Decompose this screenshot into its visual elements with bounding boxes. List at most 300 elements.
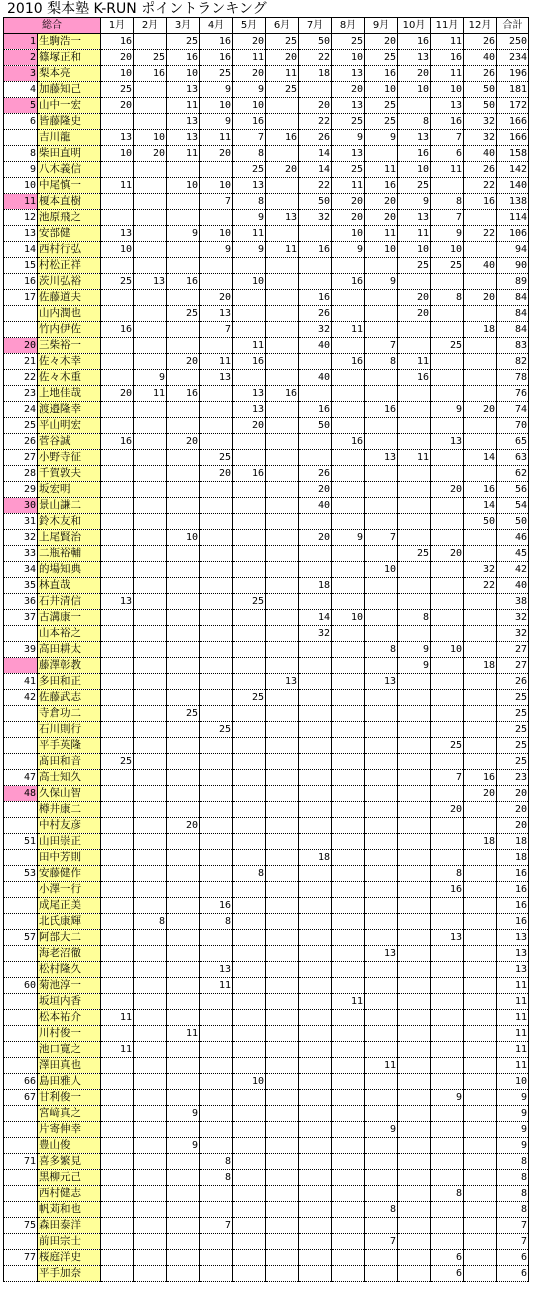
month-points-cell bbox=[464, 546, 497, 562]
month-points-cell bbox=[299, 1026, 332, 1042]
month-points-cell bbox=[332, 642, 365, 658]
month-points-cell bbox=[332, 690, 365, 706]
month-points-cell bbox=[431, 962, 464, 978]
month-points-cell bbox=[266, 914, 299, 930]
month-points-cell bbox=[299, 274, 332, 290]
month-points-cell bbox=[101, 514, 134, 530]
rank-cell bbox=[4, 962, 38, 978]
header-overall: 総合 bbox=[4, 18, 101, 34]
month-points-cell bbox=[134, 834, 167, 850]
rank-cell bbox=[4, 802, 38, 818]
month-points-cell bbox=[266, 482, 299, 498]
month-points-cell: 7 bbox=[431, 770, 464, 786]
month-points-cell bbox=[134, 498, 167, 514]
month-points-cell bbox=[233, 770, 266, 786]
month-points-cell: 13 bbox=[365, 674, 398, 690]
month-points-cell bbox=[101, 866, 134, 882]
header-total: 合計 bbox=[497, 18, 529, 34]
month-points-cell: 20 bbox=[299, 530, 332, 546]
total-cell: 16 bbox=[497, 866, 529, 882]
name-cell: 澤田真也 bbox=[38, 1058, 101, 1074]
month-points-cell bbox=[398, 338, 431, 354]
total-cell: 70 bbox=[497, 418, 529, 434]
month-points-cell bbox=[266, 466, 299, 482]
month-points-cell bbox=[167, 754, 200, 770]
name-cell: 上尾賢治 bbox=[38, 530, 101, 546]
month-points-cell bbox=[167, 738, 200, 754]
month-points-cell: 11 bbox=[266, 242, 299, 258]
name-cell: 吉川龍 bbox=[38, 130, 101, 146]
month-points-cell bbox=[101, 738, 134, 754]
total-cell: 114 bbox=[497, 210, 529, 226]
table-row bbox=[4, 354, 529, 370]
month-points-cell bbox=[233, 610, 266, 626]
month-points-cell bbox=[200, 210, 233, 226]
name-cell: 甘利俊一 bbox=[38, 1090, 101, 1106]
month-points-cell: 11 bbox=[233, 50, 266, 66]
month-points-cell bbox=[431, 818, 464, 834]
rank-cell: 14 bbox=[4, 242, 38, 258]
month-points-cell bbox=[233, 658, 266, 674]
month-points-cell bbox=[167, 1122, 200, 1138]
month-points-cell bbox=[266, 1106, 299, 1122]
month-points-cell bbox=[464, 594, 497, 610]
month-points-cell bbox=[167, 1234, 200, 1250]
month-points-cell bbox=[431, 386, 464, 402]
month-points-cell: 10 bbox=[101, 242, 134, 258]
month-points-cell bbox=[464, 850, 497, 866]
rank-cell bbox=[4, 1042, 38, 1058]
month-points-cell bbox=[398, 482, 431, 498]
month-points-cell: 10 bbox=[167, 178, 200, 194]
rank-cell bbox=[4, 1170, 38, 1186]
month-points-cell bbox=[167, 802, 200, 818]
month-points-cell bbox=[332, 946, 365, 962]
month-points-cell: 18 bbox=[299, 66, 332, 82]
month-points-cell: 11 bbox=[167, 98, 200, 114]
table-row bbox=[4, 594, 529, 610]
month-points-cell bbox=[134, 258, 167, 274]
month-points-cell: 16 bbox=[365, 402, 398, 418]
month-points-cell: 16 bbox=[101, 322, 134, 338]
month-points-cell: 25 bbox=[233, 162, 266, 178]
month-points-cell bbox=[365, 578, 398, 594]
month-points-cell: 14 bbox=[464, 450, 497, 466]
month-points-cell bbox=[266, 706, 299, 722]
rank-cell: 53 bbox=[4, 866, 38, 882]
month-points-cell bbox=[464, 978, 497, 994]
month-points-cell: 25 bbox=[101, 274, 134, 290]
month-points-cell bbox=[233, 1010, 266, 1026]
month-points-cell: 13 bbox=[134, 274, 167, 290]
name-cell: 松本祐介 bbox=[38, 1010, 101, 1026]
month-points-cell: 9 bbox=[332, 242, 365, 258]
month-points-cell bbox=[233, 754, 266, 770]
month-points-cell bbox=[398, 1234, 431, 1250]
month-points-cell bbox=[464, 1266, 497, 1282]
month-points-cell bbox=[233, 642, 266, 658]
month-points-cell bbox=[101, 1074, 134, 1090]
month-points-cell bbox=[266, 354, 299, 370]
month-points-cell bbox=[299, 642, 332, 658]
rank-cell: 77 bbox=[4, 1250, 38, 1266]
month-points-cell bbox=[398, 1250, 431, 1266]
month-points-cell bbox=[398, 898, 431, 914]
month-points-cell: 25 bbox=[431, 738, 464, 754]
month-points-cell bbox=[365, 610, 398, 626]
table-row bbox=[4, 1234, 529, 1250]
month-points-cell bbox=[431, 1138, 464, 1154]
month-points-cell bbox=[365, 1138, 398, 1154]
month-points-cell: 13 bbox=[167, 82, 200, 98]
month-points-cell bbox=[398, 1154, 431, 1170]
month-points-cell: 8 bbox=[431, 194, 464, 210]
table-row bbox=[4, 386, 529, 402]
ranking-table bbox=[3, 17, 529, 1282]
rank-cell bbox=[4, 306, 38, 322]
month-points-cell bbox=[332, 1266, 365, 1282]
name-cell: 池原飛之 bbox=[38, 210, 101, 226]
month-points-cell: 25 bbox=[233, 690, 266, 706]
month-points-cell: 8 bbox=[365, 354, 398, 370]
month-points-cell bbox=[134, 610, 167, 626]
month-points-cell bbox=[200, 1266, 233, 1282]
month-points-cell bbox=[167, 1266, 200, 1282]
month-points-cell bbox=[266, 434, 299, 450]
table-row bbox=[4, 866, 529, 882]
month-points-cell: 26 bbox=[299, 130, 332, 146]
month-points-cell: 10 bbox=[398, 242, 431, 258]
month-points-cell bbox=[365, 770, 398, 786]
table-row bbox=[4, 178, 529, 194]
month-points-cell: 13 bbox=[398, 50, 431, 66]
month-points-cell bbox=[167, 1154, 200, 1170]
month-points-cell bbox=[200, 546, 233, 562]
month-points-cell: 11 bbox=[332, 178, 365, 194]
month-points-cell: 11 bbox=[365, 1058, 398, 1074]
month-points-cell bbox=[134, 98, 167, 114]
month-points-cell bbox=[266, 498, 299, 514]
month-points-cell bbox=[299, 1042, 332, 1058]
rank-cell: 37 bbox=[4, 610, 38, 626]
rank-cell bbox=[4, 722, 38, 738]
month-points-cell bbox=[266, 770, 299, 786]
month-points-cell bbox=[299, 1122, 332, 1138]
month-points-cell: 26 bbox=[464, 34, 497, 50]
table-row bbox=[4, 1186, 529, 1202]
month-points-cell: 13 bbox=[200, 370, 233, 386]
month-points-cell bbox=[200, 1250, 233, 1266]
month-points-cell bbox=[167, 626, 200, 642]
month-points-cell bbox=[332, 1250, 365, 1266]
month-points-cell: 8 bbox=[200, 1170, 233, 1186]
name-cell: 山本裕之 bbox=[38, 626, 101, 642]
rank-cell: 11 bbox=[4, 194, 38, 210]
table-row bbox=[4, 1058, 529, 1074]
month-points-cell: 16 bbox=[299, 290, 332, 306]
month-points-cell bbox=[134, 530, 167, 546]
month-points-cell bbox=[266, 450, 299, 466]
month-points-cell bbox=[266, 1138, 299, 1154]
name-cell: 山田崇正 bbox=[38, 834, 101, 850]
month-points-cell bbox=[332, 498, 365, 514]
total-cell: 140 bbox=[497, 178, 529, 194]
month-points-cell bbox=[101, 818, 134, 834]
month-points-cell bbox=[233, 626, 266, 642]
month-points-cell bbox=[266, 1154, 299, 1170]
rank-cell: 15 bbox=[4, 258, 38, 274]
header-month: 6月 bbox=[266, 18, 299, 34]
month-points-cell bbox=[233, 674, 266, 690]
month-points-cell bbox=[266, 1218, 299, 1234]
month-points-cell bbox=[101, 930, 134, 946]
month-points-cell bbox=[101, 1122, 134, 1138]
month-points-cell bbox=[233, 562, 266, 578]
month-points-cell bbox=[299, 354, 332, 370]
month-points-cell bbox=[266, 754, 299, 770]
month-points-cell bbox=[167, 722, 200, 738]
name-cell: 小野寺征 bbox=[38, 450, 101, 466]
month-points-cell bbox=[464, 1090, 497, 1106]
month-points-cell bbox=[266, 658, 299, 674]
month-points-cell bbox=[134, 626, 167, 642]
name-cell: 村松正祥 bbox=[38, 258, 101, 274]
total-cell: 250 bbox=[497, 34, 529, 50]
month-points-cell bbox=[398, 466, 431, 482]
month-points-cell bbox=[167, 1218, 200, 1234]
month-points-cell bbox=[398, 1074, 431, 1090]
total-cell: 65 bbox=[497, 434, 529, 450]
month-points-cell bbox=[464, 1154, 497, 1170]
month-points-cell: 9 bbox=[398, 194, 431, 210]
rank-cell bbox=[4, 1202, 38, 1218]
month-points-cell bbox=[266, 290, 299, 306]
month-points-cell bbox=[233, 1026, 266, 1042]
month-points-cell: 8 bbox=[134, 914, 167, 930]
table-row bbox=[4, 1074, 529, 1090]
name-cell: 菊池淳一 bbox=[38, 978, 101, 994]
month-points-cell: 13 bbox=[365, 946, 398, 962]
month-points-cell bbox=[365, 706, 398, 722]
total-cell: 8 bbox=[497, 1202, 529, 1218]
total-cell: 11 bbox=[497, 1042, 529, 1058]
month-points-cell bbox=[167, 978, 200, 994]
table-row bbox=[4, 610, 529, 626]
header-month: 1月 bbox=[101, 18, 134, 34]
month-points-cell bbox=[134, 578, 167, 594]
month-points-cell bbox=[101, 1202, 134, 1218]
total-cell: 172 bbox=[497, 98, 529, 114]
name-cell: 榎本直樹 bbox=[38, 194, 101, 210]
rank-cell: 36 bbox=[4, 594, 38, 610]
month-points-cell bbox=[200, 1202, 233, 1218]
rank-cell bbox=[4, 738, 38, 754]
month-points-cell bbox=[365, 1042, 398, 1058]
month-points-cell: 11 bbox=[134, 386, 167, 402]
rank-cell: 71 bbox=[4, 1154, 38, 1170]
month-points-cell: 50 bbox=[464, 98, 497, 114]
table-row bbox=[4, 786, 529, 802]
total-cell: 18 bbox=[497, 850, 529, 866]
month-points-cell: 16 bbox=[233, 114, 266, 130]
month-points-cell bbox=[365, 466, 398, 482]
rank-cell bbox=[4, 898, 38, 914]
month-points-cell: 25 bbox=[167, 34, 200, 50]
rank-cell: 3 bbox=[4, 66, 38, 82]
month-points-cell bbox=[398, 722, 431, 738]
name-cell: 景山謙二 bbox=[38, 498, 101, 514]
month-points-cell bbox=[365, 1026, 398, 1042]
table-row bbox=[4, 274, 529, 290]
table-row bbox=[4, 50, 529, 66]
month-points-cell bbox=[365, 290, 398, 306]
month-points-cell bbox=[464, 1106, 497, 1122]
month-points-cell bbox=[101, 1186, 134, 1202]
month-points-cell bbox=[167, 242, 200, 258]
month-points-cell bbox=[233, 578, 266, 594]
name-cell: 千賀敦夫 bbox=[38, 466, 101, 482]
month-points-cell bbox=[101, 1026, 134, 1042]
month-points-cell bbox=[299, 882, 332, 898]
total-cell: 18 bbox=[497, 834, 529, 850]
name-cell: 黒柳元己 bbox=[38, 1170, 101, 1186]
month-points-cell bbox=[398, 946, 431, 962]
month-points-cell bbox=[167, 834, 200, 850]
month-points-cell: 7 bbox=[233, 130, 266, 146]
month-points-cell: 7 bbox=[200, 322, 233, 338]
month-points-cell bbox=[200, 386, 233, 402]
month-points-cell bbox=[398, 1090, 431, 1106]
month-points-cell bbox=[431, 1218, 464, 1234]
month-points-cell bbox=[134, 1138, 167, 1154]
month-points-cell: 11 bbox=[200, 978, 233, 994]
month-points-cell bbox=[233, 546, 266, 562]
month-points-cell bbox=[299, 1170, 332, 1186]
month-points-cell: 13 bbox=[365, 450, 398, 466]
month-points-cell bbox=[167, 594, 200, 610]
month-points-cell bbox=[398, 930, 431, 946]
rank-cell bbox=[4, 322, 38, 338]
name-cell: 竹内伊佐 bbox=[38, 322, 101, 338]
month-points-cell bbox=[431, 562, 464, 578]
month-points-cell: 16 bbox=[398, 146, 431, 162]
month-points-cell bbox=[464, 210, 497, 226]
month-points-cell bbox=[365, 322, 398, 338]
month-points-cell bbox=[431, 626, 464, 642]
month-points-cell: 16 bbox=[365, 178, 398, 194]
total-cell: 25 bbox=[497, 754, 529, 770]
month-points-cell bbox=[233, 1234, 266, 1250]
month-points-cell bbox=[167, 370, 200, 386]
month-points-cell bbox=[167, 690, 200, 706]
rank-cell bbox=[4, 130, 38, 146]
month-points-cell bbox=[332, 674, 365, 690]
month-points-cell bbox=[398, 386, 431, 402]
month-points-cell bbox=[332, 258, 365, 274]
month-points-cell bbox=[299, 1202, 332, 1218]
month-points-cell: 11 bbox=[101, 178, 134, 194]
month-points-cell bbox=[167, 562, 200, 578]
rank-cell: 47 bbox=[4, 770, 38, 786]
month-points-cell bbox=[134, 1122, 167, 1138]
month-points-cell bbox=[134, 866, 167, 882]
table-row bbox=[4, 754, 529, 770]
month-points-cell bbox=[101, 610, 134, 626]
month-points-cell bbox=[101, 690, 134, 706]
month-points-cell bbox=[101, 1138, 134, 1154]
month-points-cell bbox=[464, 1202, 497, 1218]
month-points-cell bbox=[200, 1106, 233, 1122]
table-row bbox=[4, 722, 529, 738]
total-cell: 234 bbox=[497, 50, 529, 66]
month-points-cell bbox=[332, 978, 365, 994]
month-points-cell bbox=[398, 514, 431, 530]
month-points-cell: 32 bbox=[464, 562, 497, 578]
total-cell: 83 bbox=[497, 338, 529, 354]
month-points-cell: 32 bbox=[299, 626, 332, 642]
month-points-cell: 20 bbox=[299, 482, 332, 498]
month-points-cell: 11 bbox=[398, 354, 431, 370]
month-points-cell bbox=[365, 786, 398, 802]
table-row bbox=[4, 946, 529, 962]
rank-cell: 67 bbox=[4, 1090, 38, 1106]
table-row bbox=[4, 930, 529, 946]
month-points-cell: 20 bbox=[167, 818, 200, 834]
month-points-cell: 16 bbox=[101, 34, 134, 50]
month-points-cell bbox=[431, 658, 464, 674]
name-cell: 前田宗士 bbox=[38, 1234, 101, 1250]
month-points-cell bbox=[266, 978, 299, 994]
month-points-cell bbox=[332, 1154, 365, 1170]
month-points-cell bbox=[431, 850, 464, 866]
month-points-cell bbox=[299, 770, 332, 786]
month-points-cell bbox=[101, 978, 134, 994]
month-points-cell: 16 bbox=[167, 50, 200, 66]
month-points-cell bbox=[167, 338, 200, 354]
month-points-cell bbox=[398, 978, 431, 994]
month-points-cell: 40 bbox=[299, 338, 332, 354]
name-cell: 渡邉隆幸 bbox=[38, 402, 101, 418]
month-points-cell: 25 bbox=[134, 50, 167, 66]
month-points-cell: 13 bbox=[266, 210, 299, 226]
month-points-cell: 7 bbox=[431, 210, 464, 226]
month-points-cell bbox=[200, 738, 233, 754]
name-cell: 古溝康一 bbox=[38, 610, 101, 626]
month-points-cell: 14 bbox=[299, 610, 332, 626]
name-cell: 田中芳則 bbox=[38, 850, 101, 866]
month-points-cell: 13 bbox=[266, 674, 299, 690]
month-points-cell bbox=[398, 418, 431, 434]
month-points-cell bbox=[167, 866, 200, 882]
month-points-cell: 8 bbox=[233, 194, 266, 210]
name-cell: 鈴木友和 bbox=[38, 514, 101, 530]
month-points-cell bbox=[431, 1106, 464, 1122]
month-points-cell: 16 bbox=[464, 194, 497, 210]
month-points-cell bbox=[266, 802, 299, 818]
month-points-cell bbox=[101, 898, 134, 914]
month-points-cell bbox=[398, 738, 431, 754]
month-points-cell bbox=[200, 1138, 233, 1154]
month-points-cell: 9 bbox=[167, 1138, 200, 1154]
month-points-cell bbox=[233, 994, 266, 1010]
month-points-cell bbox=[233, 514, 266, 530]
table-row bbox=[4, 690, 529, 706]
month-points-cell bbox=[365, 498, 398, 514]
name-cell: 平手加奈 bbox=[38, 1266, 101, 1282]
month-points-cell bbox=[167, 482, 200, 498]
month-points-cell bbox=[167, 962, 200, 978]
table-row bbox=[4, 1042, 529, 1058]
